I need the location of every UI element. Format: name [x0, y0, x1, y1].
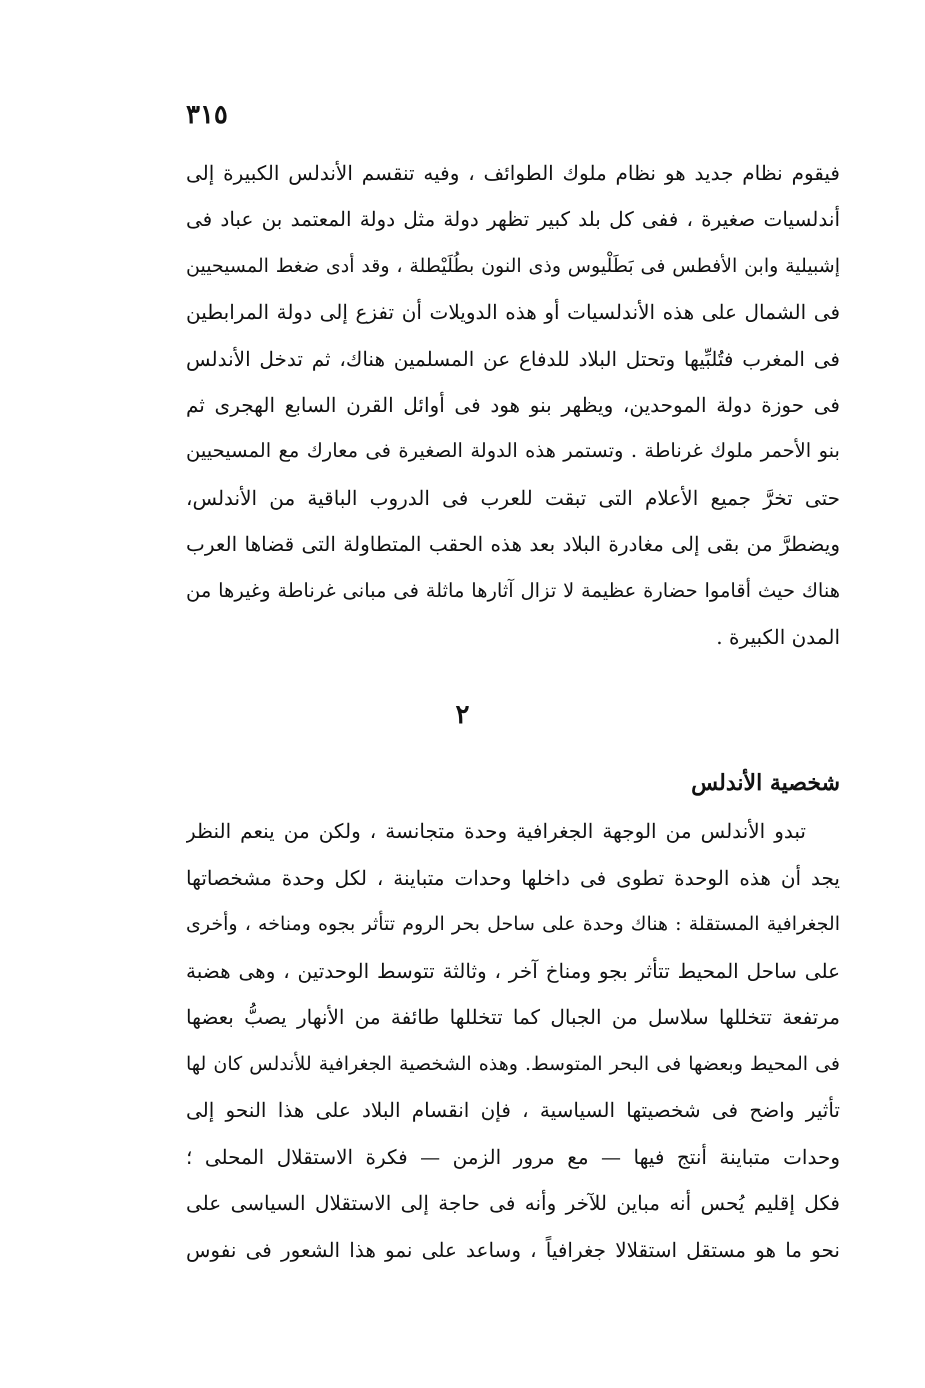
- text-line: أندلسيات صغيرة ، ففى كل بلد كبير تظهر دولة مثل دولة المعتمد بن عباد فى: [186, 207, 840, 232]
- paragraph-1: [186, 150, 840, 660]
- text-line: هناك حيث أقاموا حضارة عظيمة لا تزال آثارها ماثلة فى مبانى غرناطة وغيرها من: [186, 578, 840, 602]
- text-line: نحو ما هو مستقل استقلالا جغرافياً ، وساعد على نمو هذا الشعور فى نفوس: [186, 1237, 840, 1262]
- text-line: على ساحل المحيط تتأثر بجو ومناخ آخر ، وثالثة تتوسط الوحدتين ، وهى هضبة: [186, 958, 840, 983]
- section-title: شخصية الأندلس: [691, 770, 840, 796]
- text-line: المدن الكبيرة .: [716, 624, 840, 649]
- text-line: فكل إقليم يُحس أنه مباين للآخر وأنه فى حاجة إلى الاستقلال السياسى على: [186, 1191, 840, 1215]
- text-line: يجد أن هذه الوحدة تطوى فى داخلها وحدات متباينة ، لكل وحدة مشخصاتها: [186, 865, 840, 890]
- text-line: فى المحيط وبعضها فى البحر المتوسط. وهذه الشخصية الجغرافية للأندلس كان لها: [186, 1052, 840, 1075]
- text-line: حتى تخرَّ جميع الأعلام التى تبقت للعرب فى الدروب الباقية من الأندلس،: [186, 485, 840, 510]
- text-line: فى المغرب فتُلبِّيها وتحتل البلاد للدفاع عن المسلمين هناك، ثم تدخل الأندلس: [186, 346, 840, 371]
- paragraph-2: [186, 808, 840, 1273]
- text-line: تبدو الأندلس من الوجهة الجغرافية وحدة متجانسة ، ولكن من ينعم النظر: [186, 819, 806, 843]
- page-number: ٣١٥: [186, 100, 228, 130]
- text-line: تأثير واضح فى شخصيتها السياسية ، فإن انقسام البلاد على هذا النحو إلى: [186, 1098, 840, 1122]
- text-line: فى حوزة دولة الموحدين، ويظهر بنو هود فى أوائل القرن السابع الهجرى ثم: [186, 392, 840, 417]
- text-line: وحدات متباينة أنتج فيها — مع مرور الزمن — فكرة الاستقلال المحلى ؛: [186, 1144, 840, 1169]
- text-line: فيقوم نظام جديد هو نظام ملوك الطوائف ، وفيه تنقسم الأندلس الكبيرة إلى: [186, 161, 840, 185]
- text-line: ويضطرَّ من بقى إلى مغادرة البلاد بعد هذه الحقب المتطاولة التى قضاها العرب: [186, 532, 840, 557]
- text-line: إشبيلية وابن الأفطس فى بَطَلْيوس وذى النون بطُلَيْطلة ، وقد أدى ضغط المسيحيين: [186, 254, 840, 277]
- text-line: مرتفعة تتخللها سلاسل من الجبال كما تتخللها طائفة من الأنهار يصبُّ بعضها: [186, 1005, 840, 1029]
- text-line: بنو الأحمر ملوك غرناطة . وتستمر هذه الدولة الصغيرة فى معارك مع المسيحيين: [186, 439, 840, 463]
- section-number: ٢: [455, 700, 470, 730]
- text-line: الجغرافية المستقلة : هناك وحدة على ساحل بحر الروم تتأثر بجوه ومناخه ، وأخرى: [186, 913, 840, 935]
- text-line: فى الشمال على هذه الأندلسيات أو هذه الدويلات أن تفزع إلى دولة المرابطين: [186, 300, 840, 325]
